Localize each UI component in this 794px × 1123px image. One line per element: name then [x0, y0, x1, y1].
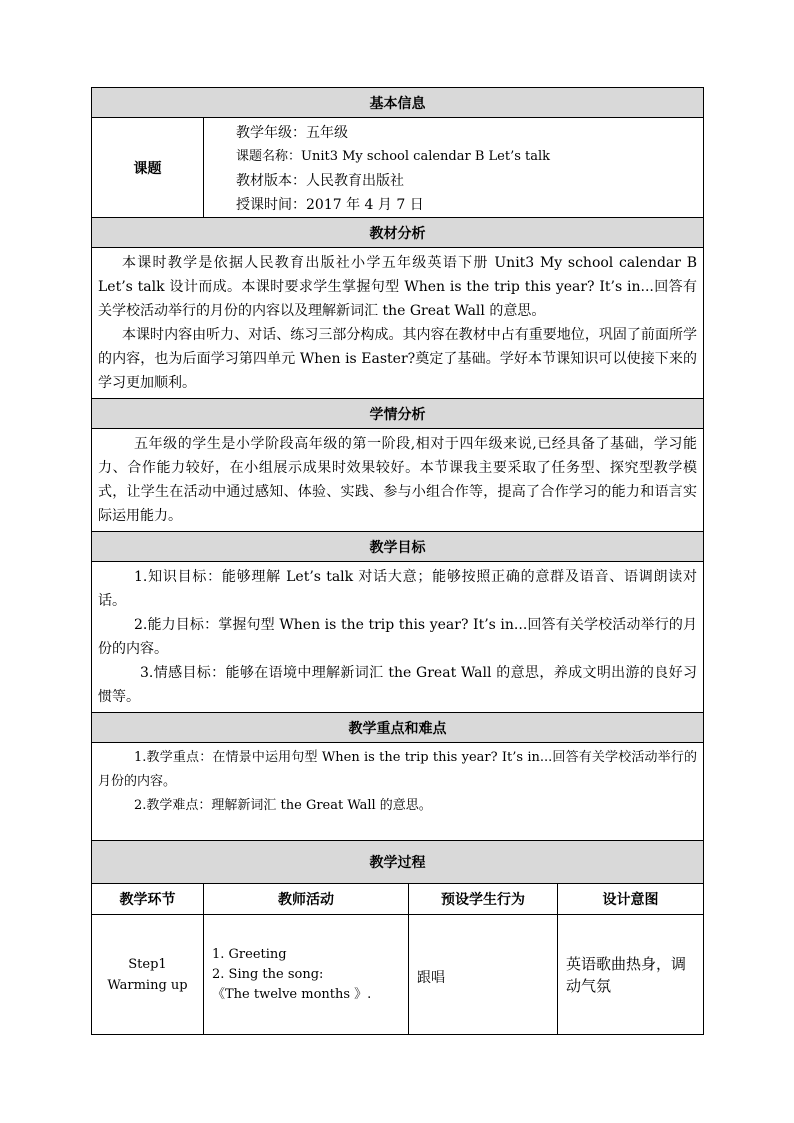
basic-info-cell: [204, 118, 704, 218]
column-header-teacher-activity: 教师活动: [204, 884, 409, 915]
date-line: 授课时间：2017 年 4 月 7 日: [236, 197, 424, 213]
objective-3: 3.情感目标：能够在语境中理解新词汇 the Great Wall 的意思，养成文明出游的良好习惯等。: [98, 665, 697, 705]
teacher-activity-cell: [204, 915, 409, 1035]
section-header-learner-analysis: 学情分析: [92, 399, 704, 429]
section-header-basic-info: 基本信息: [92, 88, 704, 118]
material-analysis-cell: [92, 248, 704, 399]
section-header-material-analysis: 教材分析: [92, 218, 704, 248]
step-number: Step1: [128, 956, 167, 972]
material-paragraph-2: 本课时内容由听力、对话、练习三部分构成。其内容在教材中占有重要地位，巩固了前面所学的内容，也为后面学习第四单元 When is Easter?奠定了基础。学好本节课知识可以使接下来的学习更加顺利。: [98, 327, 697, 391]
key-points-cell: [92, 743, 704, 841]
teacher-activity-item-1: 1. Greeting: [212, 947, 287, 962]
column-header-stage: 教学环节: [92, 884, 204, 915]
section-header-process: 教学过程: [92, 841, 704, 884]
teacher-activity-item-3: 《The twelve months 》.: [212, 987, 372, 1002]
objective-1: 1.知识目标：能够理解 Let’s talk 对话大意；能够按照正确的意群及语音、语调朗读对话。: [98, 569, 697, 609]
key-point-2: 2.教学难点：理解新词汇 the Great Wall 的意思。: [134, 798, 432, 813]
grade-line: 教学年级：五年级: [236, 125, 348, 141]
learner-paragraph: 五年级的学生是小学阶段高年级的第一阶段,相对于四年级来说,已经具备了基础，学习能力、合作能力较好，在小组展示成果时效果较好。本节课我主要采取了任务型、探究型教学模式，让学生在活动中通过感知、体验、实践、参与小组合作等，提高了合作学习的能力和语言实际运用能力。: [98, 436, 697, 524]
column-header-design-intent: 设计意图: [558, 884, 704, 915]
design-intent-cell: 英语歌曲热身，调动气氛: [558, 915, 704, 1035]
material-paragraph-1: 本课时教学是依据人民教育出版社小学五年级英语下册 Unit3 My school calendar B Let’s talk 设计而成。本课时要求学生掌握句型 When is the trip this year? It’s in...回答有关学校活动举行的月份的内容以及理解新词汇 the Great Wall 的意思。: [98, 255, 697, 319]
column-header-student-behavior: 预设学生行为: [409, 884, 558, 915]
lesson-plan-table: [91, 87, 704, 1035]
section-header-key-points: 教学重点和难点: [92, 713, 704, 743]
lesson-name-line: 课题名称：Unit3 My school calendar B Let’s talk: [236, 149, 551, 164]
step-cell: [92, 915, 204, 1035]
step-name: Warming up: [107, 977, 188, 993]
topic-label: 课题: [92, 118, 204, 218]
key-point-1: 1.教学重点：在情景中运用句型 When is the trip this year? It’s in...回答有关学校活动举行的月份的内容。: [98, 750, 697, 789]
objective-2: 2.能力目标：掌握句型 When is the trip this year? It’s in...回答有关学校活动举行的月份的内容。: [98, 617, 697, 657]
teacher-activity-item-2: 2. Sing the song:: [212, 967, 324, 982]
section-header-objectives: 教学目标: [92, 532, 704, 562]
edition-line: 教材版本：人民教育出版社: [236, 173, 404, 189]
student-behavior-cell: 跟唱: [409, 915, 558, 1035]
objectives-cell: [92, 562, 704, 713]
learner-analysis-cell: [92, 429, 704, 532]
